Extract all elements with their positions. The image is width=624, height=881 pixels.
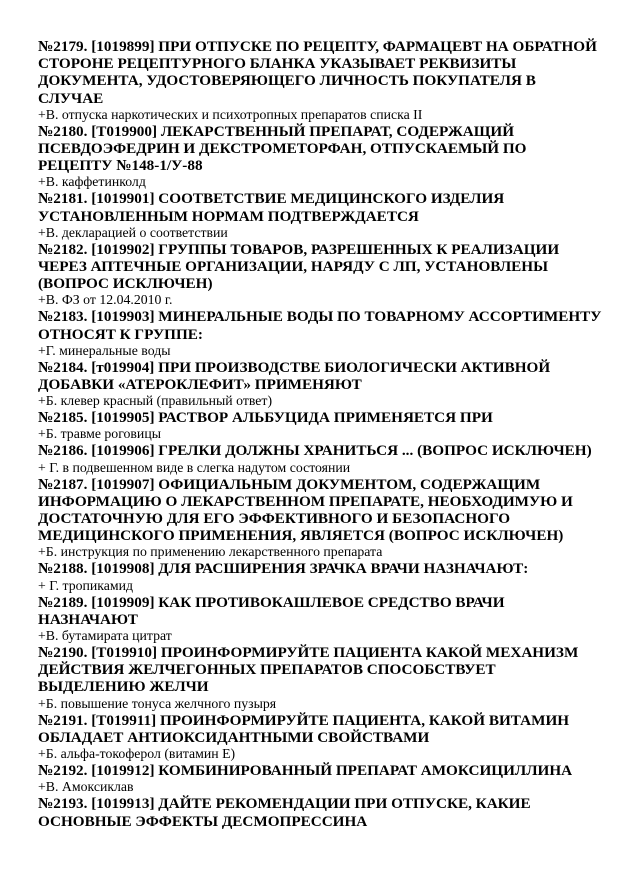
question-item <box>38 359 604 409</box>
answer-text: +В. ФЗ от 12.04.2010 г. <box>38 292 173 308</box>
question-item <box>38 123 604 191</box>
question-item <box>38 712 604 762</box>
question-text: №2192. [1019912] КОМБИНИРОВАННЫЙ ПРЕПАРАТ АМОКСИЦИЛЛИНА <box>38 762 573 780</box>
answer-text: +Г. минеральные воды <box>38 342 171 358</box>
answer-text: +Б. клевер красный (правильный ответ) <box>38 393 273 409</box>
question-text: №2186. [1019906] ГРЕЛКИ ДОЛЖНЫ ХРАНИТЬСЯ ... (ВОПРОС ИСКЛЮЧЕН) <box>38 442 592 460</box>
answer-text: +Б. повышение тонуса желчного пузыря <box>38 695 277 711</box>
answer-text: +Б. альфа-токоферол (витамин Е) <box>38 746 236 762</box>
question-item <box>38 442 604 475</box>
question-item <box>38 644 604 712</box>
question-text: №2189. [1019909] КАК ПРОТИВОКАШЛЕВОЕ СРЕДСТВО ВРАЧИ НАЗНАЧАЮТ <box>38 593 505 628</box>
question-item <box>38 409 604 442</box>
question-item <box>38 308 604 358</box>
question-text: №2181. [1019901] СООТВЕТСТВИЕ МЕДИЦИНСКОГО ИЗДЕЛИЯ УСТАНОВЛЕННЫМ НОРМАМ ПОДТВЕРЖДАЕТСЯ <box>38 190 505 225</box>
question-item <box>38 762 604 795</box>
question-text: №2184. [т019904] ПРИ ПРОИЗВОДСТВЕ БИОЛОГИЧЕСКИ АКТИВНОЙ ДОБАВКИ «АТЕРОКЛЕФИТ» ПРИМЕНЯЮТ <box>38 358 551 394</box>
question-text: №2190. [T019910] ПРОИНФОРМИРУЙТЕ ПАЦИЕНТА КАКОЙ МЕХАНИЗМ ДЕЙСТВИЯ ЖЕЛЧЕГОННЫХ ПРЕПАРАТОВ СПОСОБСТВУЕТ ВЫДЕЛЕНИЮ ЖЕЛЧИ <box>38 644 579 696</box>
question-text: №2179. [1019899] ПРИ ОТПУСКЕ ПО РЕЦЕПТУ, ФАРМАЦЕВТ НА ОБРАТНОЙ СТОРОНЕ РЕЦЕПТУРНОГО БЛАНКА УКАЗЫВАЕТ РЕКВИЗИТЫ ДОКУМЕНТА, УДОСТОВЕРЯЮЩЕГО ЛИЧНОСТЬ ПОКУПАТЕЛЯ В СЛУЧАЕ <box>38 38 597 107</box>
answer-text: +В. бутамирата цитрат <box>38 628 172 644</box>
question-item <box>38 594 604 644</box>
answer-text: +В. каффетинколд <box>38 174 146 190</box>
answer-text: +В. Амоксиклав <box>38 779 134 795</box>
answer-text: +Б. инструкция по применению лекарственного препарата <box>38 544 383 560</box>
question-item <box>38 476 604 561</box>
question-text: №2183. [1019903] МИНЕРАЛЬНЫЕ ВОДЫ ПО ТОВАРНОМУ АССОРТИМЕНТУ ОТНОСЯТ К ГРУППЕ: <box>38 308 602 343</box>
answer-text: +В. декларацией о соответствии <box>38 224 228 240</box>
question-text: №2185. [1019905] РАСТВОР АЛЬБУЦИДА ПРИМЕНЯЕТСЯ ПРИ <box>38 409 493 427</box>
question-text: №2188. [1019908] ДЛЯ РАСШИРЕНИЯ ЗРАЧКА ВРАЧИ НАЗНАЧАЮТ: <box>38 560 529 578</box>
question-item <box>38 190 604 240</box>
question-item <box>38 560 604 593</box>
question-text: №2191. [T019911] ПРОИНФОРМИРУЙТЕ ПАЦИЕНТА, КАКОЙ ВИТАМИН ОБЛАДАЕТ АНТИОКСИДАНТНЫМИ СВОЙСТВАМИ <box>38 711 570 746</box>
question-text: №2193. [1019913] ДАЙТЕ РЕКОМЕНДАЦИИ ПРИ ОТПУСКЕ, КАКИЕ ОСНОВНЫЕ ЭФФЕКТЫ ДЕСМОПРЕССИНА <box>38 795 531 830</box>
question-item <box>38 38 604 123</box>
question-text: №2180. [T019900] ЛЕКАРСТВЕННЫЙ ПРЕПАРАТ, СОДЕРЖАЩИЙ ПСЕВДОЭФЕДРИН И ДЕКСТРОМЕТОРФАН, ОТПУСКАЕМЫЙ ПО РЕЦЕПТУ №148-1/У-88 <box>38 122 527 175</box>
question-text: №2187. [1019907] ОФИЦИАЛЬНЫМ ДОКУМЕНТОМ, СОДЕРЖАЩИМ ИНФОРМАЦИЮ О ЛЕКАРСТВЕННОМ ПРЕПАРАТЕ, НЕОБХОДИМУЮ И ДОСТАТОЧНУЮ ДЛЯ ЕГО ЭФФЕКТИВНОГО И БЕЗОПАСНОГО МЕДИЦИНСКОГО ПРИМЕНЕНИЯ, ЯВЛЯЕТСЯ (ВОПРОС ИСКЛЮЧЕН) <box>38 475 573 545</box>
answer-text: + Г. тропикамид <box>38 577 134 593</box>
question-item <box>38 795 604 829</box>
question-text: №2182. [1019902] ГРУППЫ ТОВАРОВ, РАЗРЕШЕННЫХ К РЕАЛИЗАЦИИ ЧЕРЕЗ АПТЕЧНЫЕ ОРГАНИЗАЦИИ, НАРЯДУ С ЛП, УСТАНОВЛЕНЫ (ВОПРОС ИСКЛЮЧЕН) <box>38 240 560 293</box>
question-item <box>38 241 604 309</box>
answer-text: +В. отпуска наркотических и психотропных препаратов списка II <box>38 106 423 122</box>
answer-text: +Б. травме роговицы <box>38 426 161 442</box>
answer-text: + Г. в подвешенном виде в слегка надутом состоянии <box>38 459 351 475</box>
